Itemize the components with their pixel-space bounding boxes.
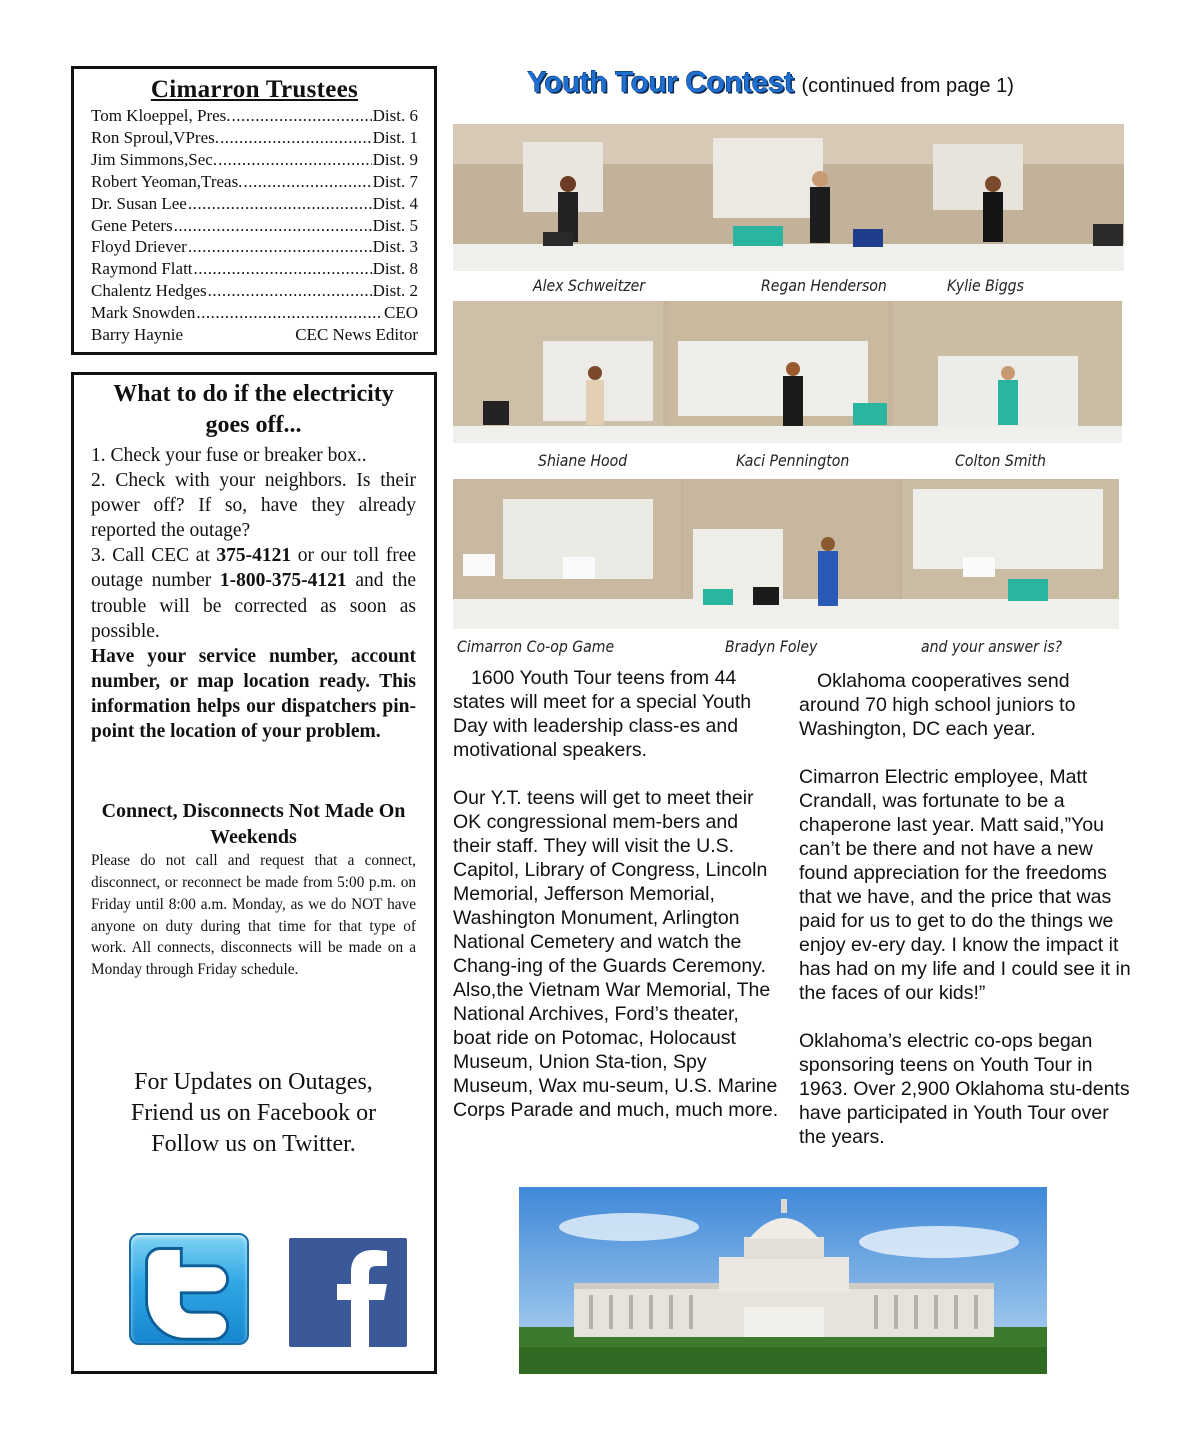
trustee-name: Mark Snowden	[91, 303, 196, 323]
trustee-district: Dist. 1	[372, 127, 418, 147]
photo-speakers-row-1	[453, 124, 1124, 271]
power-outage-note: Have your service number, account number, or map location ready. This information helps our dispatchers pin-point the location of your problem.	[91, 645, 416, 743]
leader-dots	[208, 280, 372, 302]
trustee-name: Gene Peters	[91, 215, 173, 235]
trustee-name: Barry Haynie	[91, 325, 184, 345]
leader-dots	[196, 302, 383, 324]
trustee-name: Robert Yeoman,Treas.	[91, 171, 243, 191]
article-col2-para-2: Cimarron Electric employee, Matt Crandall, was fortunate to be a chaperone last year. Matt said,”You can’t be there and not have a new found appreciation for the freedoms that we have, and the price that was paid for us to get to do the things we enjoy ev-ery day. I know the impact it has had on my life and I could see it in the faces of our kids!”	[799, 766, 1131, 1004]
article-col2-para-1: Oklahoma cooperatives send around 70 high school juniors to Washington, DC each year.	[799, 670, 1076, 740]
caption-row2-2: Kaci Pennington	[736, 451, 850, 470]
step-3-text-c: and the trouble will be corrected as soon as possible.	[91, 570, 417, 642]
caption-row1-2: Regan Henderson	[761, 276, 887, 295]
power-outage-box	[71, 372, 437, 1374]
caption-row2-3: Colton Smith	[955, 451, 1046, 470]
article-col2-para-3: Oklahoma’s electric co-ops began sponsoring teens on Youth Tour in 1963. Over 2,900 Oklahoma stu-dents have participated in Youth Tour over the years.	[799, 1030, 1130, 1148]
trustee-row	[91, 171, 418, 193]
trustee-row	[91, 193, 418, 215]
trustee-district: Dist. 3	[372, 237, 418, 257]
photo-speakers-row-2	[453, 301, 1122, 443]
trustee-row	[91, 105, 418, 127]
article-title: Youth Tour Contest	[527, 66, 794, 99]
caption-row1-1: Alex Schweitzer	[533, 276, 646, 295]
step-2: 2. Check with your neighbors. Is their power off? If so, have they already reported the outage?	[91, 470, 416, 542]
trustees-title: Cimarron Trustees	[150, 76, 359, 103]
caption-row3-2: Bradyn Foley	[725, 637, 818, 656]
weekend-notice-text: Please do not call and request that a connect, disconnect, or reconnect be made from 5:00 p.m. on Friday until 8:00 a.m. Monday, as we do NOT have anyone on duty during that time for that type of work. All connects, disconnects will be made on a Monday through Friday schedule.	[91, 852, 416, 979]
trustee-district: Dist. 2	[372, 281, 418, 301]
trustee-district: Dist. 8	[372, 259, 418, 279]
trustee-list	[91, 105, 418, 346]
caption-row2-1: Shiane Hood	[538, 451, 628, 470]
photo-game-row-3	[453, 479, 1119, 629]
trustee-row	[91, 324, 418, 346]
trustee-row	[91, 215, 418, 237]
article-header	[527, 66, 1014, 100]
twitter-icon[interactable]	[129, 1233, 249, 1345]
toll-free-number: 1-800-375-4121	[219, 570, 347, 592]
cec-phone-number: 375-4121	[216, 545, 292, 567]
trustee-district: CEC News Editor	[295, 325, 418, 345]
article-subtitle: (continued from page 1)	[801, 75, 1014, 97]
trustee-name: Ron Sproul,VPres.	[91, 127, 219, 147]
leader-dots	[188, 236, 372, 258]
trustee-row	[91, 280, 418, 302]
trustee-name: Dr. Susan Lee	[91, 193, 187, 213]
leader-dots	[174, 215, 372, 237]
leader-dots	[243, 171, 371, 193]
social-updates-text: For Updates on Outages, Friend us on Facebook or Follow us on Twitter.	[130, 1068, 377, 1157]
trustee-district: Dist. 7	[372, 171, 418, 191]
trustees-box	[71, 66, 437, 355]
step-3	[91, 543, 416, 643]
trustee-row	[91, 258, 418, 280]
trustee-district: Dist. 4	[372, 193, 418, 213]
step-3-text-a: 3. Call CEC at	[91, 545, 217, 567]
article-column-1	[453, 666, 780, 1146]
leader-dots	[188, 193, 372, 215]
trustee-row	[91, 236, 418, 258]
trustee-district: Dist. 5	[372, 215, 418, 235]
article-col1-para-1: 1600 Youth Tour teens from 44 states will meet for a special Youth Day with leadership class-es and motivational speakers.	[453, 667, 752, 761]
trustee-name: Jim Simmons,Sec.	[91, 149, 218, 169]
power-outage-title: What to do if the electricity goes off...	[113, 381, 394, 438]
trustee-row	[91, 149, 418, 171]
trustee-name: Tom Kloeppel, Pres.	[91, 106, 231, 125]
caption-row1-3: Kylie Biggs	[947, 276, 1024, 295]
trustee-row	[91, 127, 418, 149]
article-col1-para-2: Our Y.T. teens will get to meet their OK congressional mem-bers and their staff. They will visit the U.S. Capitol, Library of Congress, Lincoln Memorial, Jefferson Memorial, Washington Monument, Arlington National Cemetery and watch the Chang-ing of the Guards Ceremony. Also,the Vietnam War Memorial, The National Archives, Ford’s theater, boat ride on Potomac, Holocaust Museum, Union Sta-tion, Spy Museum, Wax mu-seum, U.S. Marine Corps Parade and much, much more.	[453, 787, 779, 1121]
leader-dots	[218, 149, 372, 171]
trustee-name: Chalentz Hedges	[91, 281, 207, 301]
leader-dots	[194, 258, 372, 280]
weekend-notice-title: Connect, Disconnects Not Made On Weekends	[101, 800, 406, 849]
trustee-row	[91, 302, 418, 324]
capitol-photo	[519, 1187, 1047, 1374]
step-1: 1. Check your fuse or breaker box..	[91, 445, 367, 466]
leader-dots	[220, 127, 372, 149]
leader-dots	[232, 105, 372, 127]
article-column-2	[799, 669, 1135, 1173]
trustee-name: Floyd Driever	[91, 237, 187, 257]
step-3-text-b: or our toll free outage number	[91, 545, 416, 592]
caption-row3-1: Cimarron Co-op Game	[457, 637, 615, 656]
facebook-icon[interactable]	[289, 1238, 407, 1347]
caption-row3-3: and your answer is?	[921, 637, 1063, 656]
trustee-district: Dist. 6	[372, 106, 418, 125]
trustee-name: Raymond Flatt	[91, 259, 193, 279]
trustee-district: Dist. 9	[372, 149, 418, 169]
trustee-district: CEO	[384, 303, 418, 323]
